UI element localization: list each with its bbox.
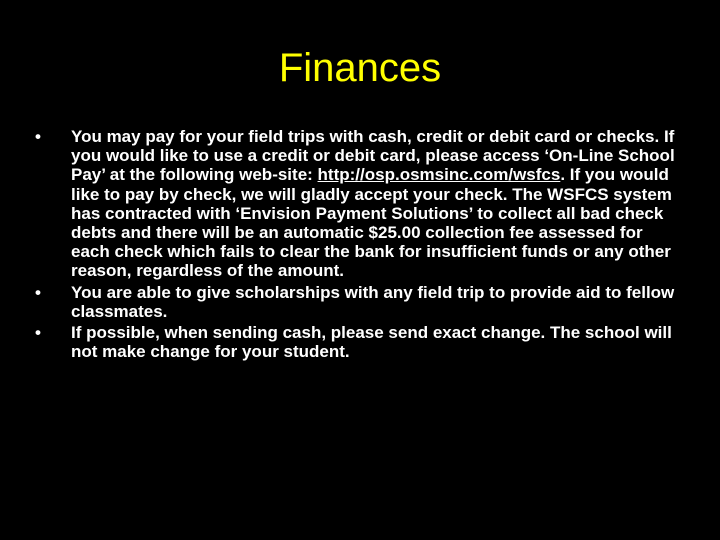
bullet-icon: • (35, 282, 41, 302)
bullet-item-payment-methods (35, 127, 685, 281)
bullet-item-scholarships (35, 283, 685, 321)
bullet-text: If possible, when sending cash, please send exact change. The school will not make change for your student. (71, 323, 672, 362)
bullet-text: You are able to give scholarships with any field trip to provide aid to fellow classmates. (71, 282, 675, 321)
slide-title: Finances (278, 46, 442, 90)
bullet-icon: • (35, 323, 41, 343)
bullet-item-exact-change (35, 323, 685, 361)
osp-website-link[interactable]: http://osp.osmsinc.com/wsfcs (317, 165, 561, 185)
bullet-list (35, 127, 685, 363)
bullet-text: You may pay for your field trips with cash, credit or debit card or checks. If you would like to use a credit or debit card, please access ‘On-Line School Pay’ at the following web-site: (71, 127, 675, 185)
bullet-text: . If you would like to pay by check, we will gladly accept your check. The WSFCS system has contracted with ‘Envision Payment Solutions’ to collect all bad check debts and there will be an automatic $25.00 collection fee assessed for each check which fails to clear the bank for insufficient funds or any other reason, regardless of the amount. (71, 165, 672, 281)
bullet-icon: • (35, 127, 41, 146)
